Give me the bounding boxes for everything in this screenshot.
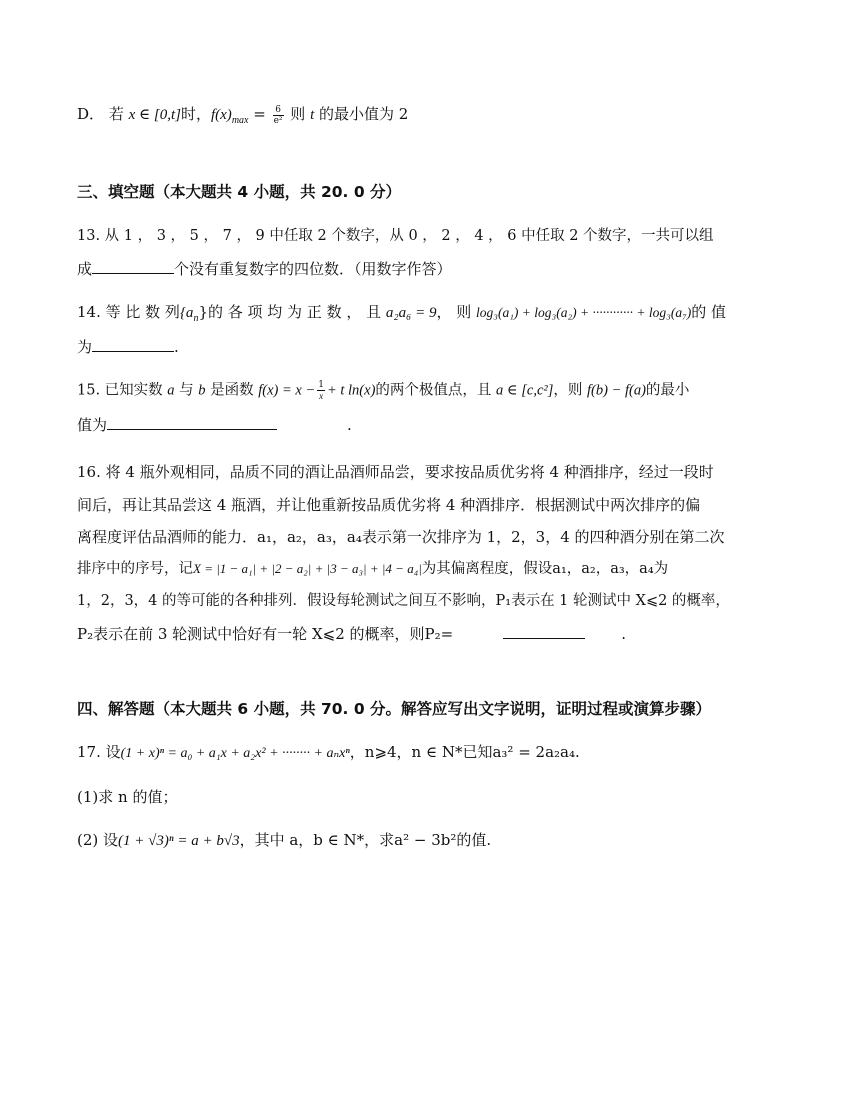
question-16-line-4: 排序中的序号，记X = |1 − a₁| + |2 − a₂| + |3 − a₃| + |4 − a₄|为其偏离程度，假设a₁，a₂，a₃，a₄为 [77, 561, 669, 577]
answer-blank[interactable] [107, 415, 277, 430]
fraction: $\frac{1}{x}$ [318, 380, 324, 401]
section-title-fill-in: 三、填空题（本大题共 4 小题，共 20. 0 分） [77, 183, 402, 201]
question-17-line-1: 17. 设(1 + x)ⁿ = a₀ + a₁x + a₂x² + ········ + aₙxⁿ，n⩾4，n ∈ N*已知a₃² = 2a₂a₄. [77, 743, 580, 761]
option-d: D． 若 x ∈ [0,t]时，$f(x)_{max}$ = $\frac{6}{\text{e²}}$ 则 t 的最小值为 2 [77, 104, 409, 126]
fraction: $\frac{6}{\text{e²}}$ [273, 104, 283, 126]
answer-blank[interactable] [92, 337, 174, 352]
question-14-line-1: 14. 等 比 数 列$\{a_n\}$的 各 项 均 为 正 数 ， 且 a₂a₆ = 9， 则 log₃(a₁) + log₃(a₂) + ············ + log₃(a₇)的 值 [77, 303, 727, 324]
question-17-part-2: (2) 设(1 + √3)ⁿ = a + b√3，其中 a，b ∈ N*，求a² − 3b²的值. [77, 831, 492, 849]
answer-blank[interactable] [503, 624, 585, 639]
section-title-solutions: 四、解答题（本大题共 6 小题，共 70. 0 分。解答应写出文字说明，证明过程或演算步骤） [77, 700, 712, 718]
question-15-line-2: 值为 . [77, 416, 352, 434]
question-16-line-3: 离程度评估品酒师的能力．a₁，a₂，a₃，a₄表示第一次排序为 1，2，3，4 的四种酒分别在第二次 [77, 528, 725, 546]
answer-blank[interactable] [92, 259, 174, 274]
question-13-line-1: 13. 从 1 ， 3 ， 5 ， 7 ， 9 中任取 2 个数字，从 0 ， 2 ， 4 ， 6 中任取 2 个数字，一共可以组 [77, 228, 714, 244]
question-13-line-2: 成 个没有重复数字的四位数．（用数字作答） [77, 260, 452, 278]
question-16-line-2: 间后，再让其品尝这 4 瓶酒，并让他重新按品质优劣将 4 种酒排序．根据测试中两次排序的偏 [77, 496, 701, 514]
question-17-part-1: (1)求 n 的值； [77, 788, 178, 806]
question-16-line-5: 1，2，3，4 的等可能的各种排列．假设每轮测试之间互不影响，P₁表示在 1 轮测试中 X⩽2 的概率， [77, 593, 730, 609]
question-16-line-6: P₂表示在前 3 轮测试中恰好有一轮 X⩽2 的概率，则P₂= . [77, 625, 626, 643]
question-15-line-1: 15. 已知实数 a 与 b 是函数 f(x) = x − $\frac{1}{x}$ + t ln(x)的两个极值点，且 a ∈ [c,c²]，则 f(b) − f(a)的最小 [77, 380, 690, 401]
question-14-line-2: 为 . [77, 338, 179, 356]
question-16-line-1: 16. 将 4 瓶外观相同，品质不同的酒让品酒师品尝，要求按品质优劣将 4 种酒排序，经过一段时 [77, 463, 714, 481]
